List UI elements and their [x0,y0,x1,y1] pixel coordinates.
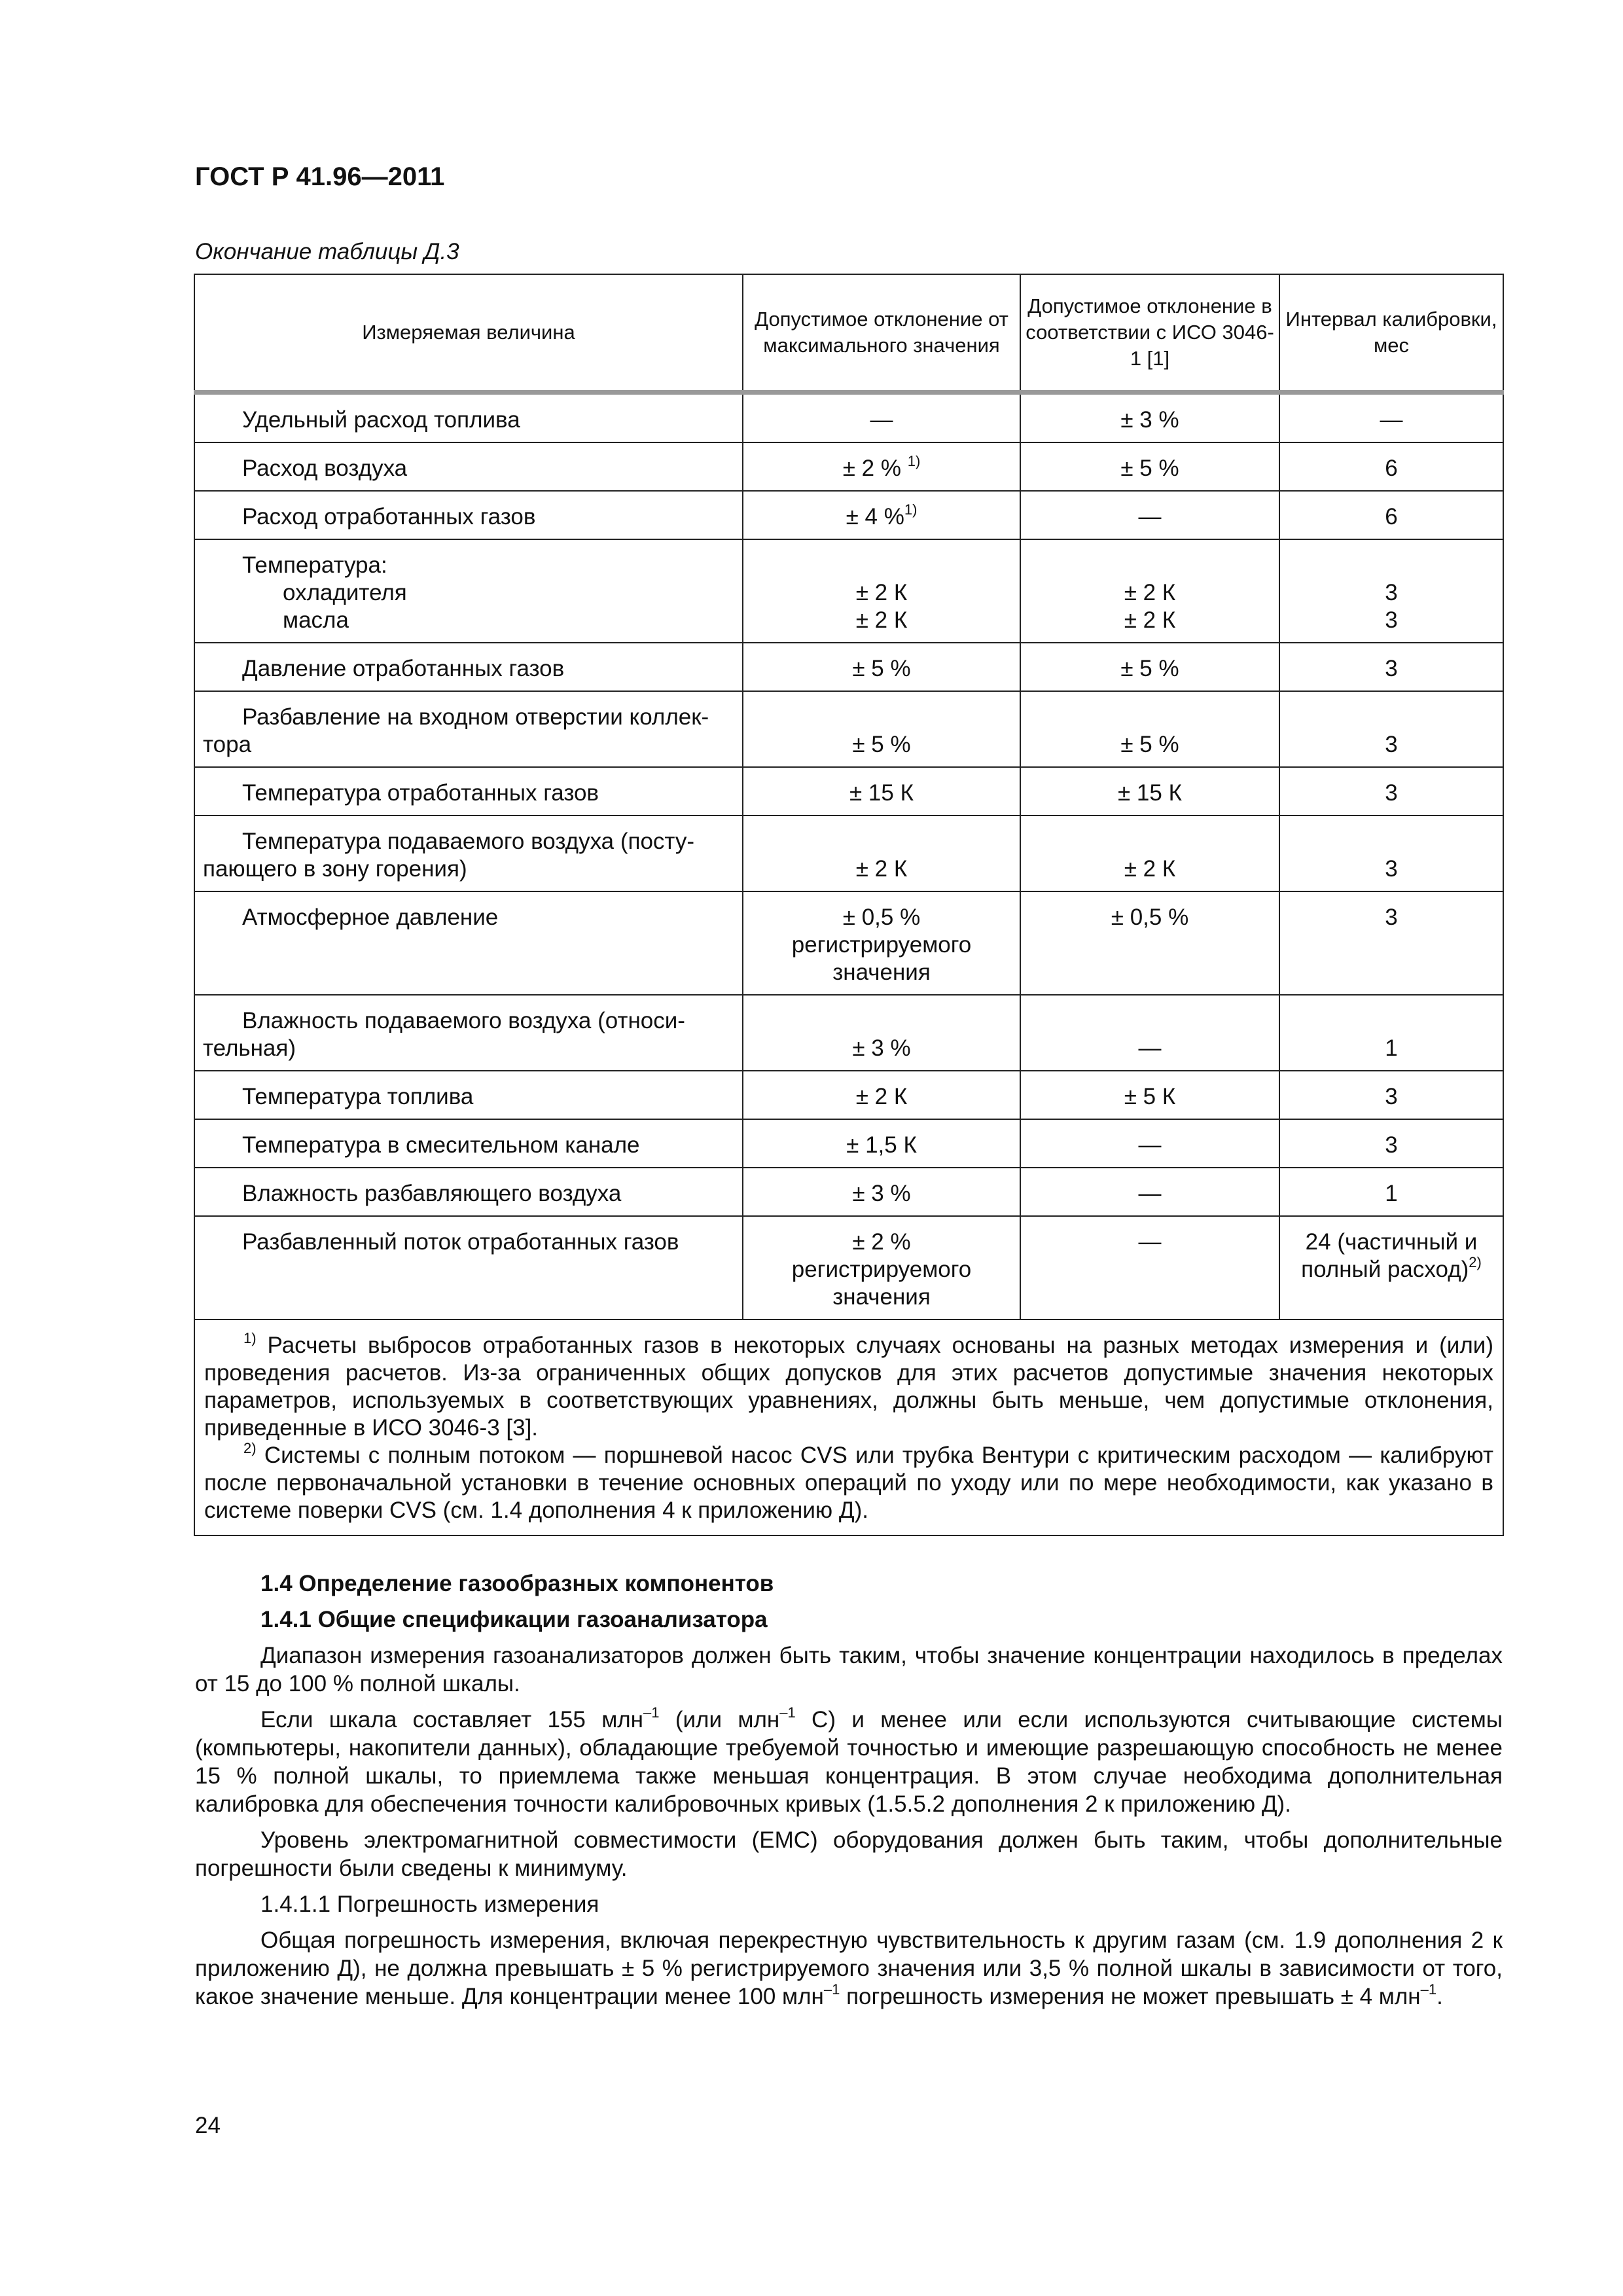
footnote-text: Расчеты выбросов отработанных газов в некоторых случаях основаны на разных методах измерения и (или) проведения расчетов. Из-за ограниченных общих допусков для этих расчетов допустимые значения некоторых параметров, используемых в соответствующих уравнениях, должны быть меньше, чем допустимые отклонения, приведенные в ИСО 3046-3 [3]. [204,1333,1493,1441]
row-iso-deviation: — [1020,1119,1279,1168]
value-line-2: регистрируемого [791,932,972,958]
row-iso-deviation [1020,539,1279,643]
row-calibration: 3 [1279,643,1503,691]
row-quantity: Разбавленный поток отработанных газов [194,1216,743,1319]
column-header-max-deviation: Допустимое отклонение от максимального значения [743,274,1020,393]
paragraph: Диапазон измерения газоанализаторов должен быть таким, чтобы значение концентрации находилось в пределах от 15 до 100 % полной шкалы. [195,1643,1503,1696]
table-row [194,891,1503,995]
row-max-deviation: ± 5 % [743,691,1020,767]
value-coolant: ± 2 К [855,580,908,605]
row-calibration: 6 [1279,491,1503,539]
text-run: С) и менее или если используются считывающие системы (компьютеры, накопители данных), обладающие требуемой точностью и имеющие разрешающую способность не менее 15 % полной шкалы, то приемлема также меньшая концентрация. В этом случае необходима дополнительная калибровка для обеспечения точности калибровочных кривых (1.5.5.2 дополнения 2 к приложению Д). [195,1707,1503,1817]
group-label: Температура: [242,552,387,578]
value-oil: ± 2 К [855,607,908,633]
row-quantity [194,816,743,891]
footnote-2 [204,1442,1493,1524]
row-calibration: 3 [1279,816,1503,891]
column-header-quantity: Измеряемая величина [194,274,743,393]
body-text [195,1570,1503,2018]
row-iso-deviation: — [1020,995,1279,1071]
paragraph [195,1926,1503,2011]
row-quantity: Температура в смесительном канале [194,1119,743,1168]
row-max-deviation [743,442,1020,491]
table-row [194,1216,1503,1319]
value-line-3: значения [832,1284,931,1310]
row-max-deviation: ± 15 К [743,767,1020,816]
value-line-1: ± 0,5 % [842,905,921,930]
value-text: ± 4 % [846,504,904,529]
sub-item-coolant: охладителя [283,580,407,605]
row-max-deviation [743,891,1020,995]
row-max-deviation: ± 1,5 К [743,1119,1020,1168]
row-max-deviation: ± 2 К [743,816,1020,891]
row-iso-deviation: ± 15 К [1020,767,1279,816]
row-iso-deviation: ± 3 % [1020,393,1279,443]
table-row [194,643,1503,691]
row-iso-deviation: ± 5 К [1020,1071,1279,1119]
row-iso-deviation: ± 5 % [1020,643,1279,691]
table-row [194,1119,1503,1168]
value-coolant: ± 2 К [1124,580,1176,605]
row-quantity: Давление отработанных газов [194,643,743,691]
paragraph [195,1706,1503,1818]
row-quantity: Температура топлива [194,1071,743,1119]
row-calibration: 3 [1279,767,1503,816]
row-iso-deviation: ± 2 К [1020,816,1279,891]
name-line-2: пающего в зону горения) [203,856,467,882]
document-header: ГОСТ Р 41.96—2011 [195,162,445,191]
text-run: . [1436,1984,1443,2009]
table-caption: Окончание таблицы Д.3 [195,239,459,264]
row-max-deviation: ± 3 % [743,995,1020,1071]
row-max-deviation [743,491,1020,539]
row-calibration: 3 [1279,691,1503,767]
row-iso-deviation: ± 5 % [1020,442,1279,491]
text-run: Если шкала составляет 155 млн [260,1707,644,1732]
table-row [194,995,1503,1071]
row-quantity: Расход воздуха [194,442,743,491]
row-calibration: 3 [1279,891,1503,995]
row-iso-deviation: — [1020,491,1279,539]
row-calibration [1279,1216,1503,1319]
row-max-deviation: ± 2 К [743,1071,1020,1119]
row-calibration: 3 [1279,1119,1503,1168]
row-calibration: 1 [1279,1168,1503,1216]
row-quantity: Температура отработанных газов [194,767,743,816]
row-quantity: Атмосферное давление [194,891,743,995]
footnote-ref: 1) [904,501,918,518]
name-line-1: Влажность подаваемого воздуха (относи- [242,1008,685,1033]
column-header-iso-deviation: Допустимое отклонение в соответствии с ИСО 3046-1 [1] [1020,274,1279,393]
row-quantity: Влажность разбавляющего воздуха [194,1168,743,1216]
value-text: полный расход) [1301,1257,1469,1282]
section-heading-1-4: 1.4 Определение газообразных компонентов [260,1571,774,1596]
name-line-1: Температура подаваемого воздуха (посту- [242,829,695,854]
footnote-1 [204,1332,1493,1442]
table-row [194,816,1503,891]
row-iso-deviation: ± 0,5 % [1020,891,1279,995]
value-oil: ± 2 К [1124,607,1176,633]
superscript: –1 [1420,1981,1437,1998]
text-run: погрешность измерения не может превышать ± 4 млн [840,1984,1421,2009]
row-quantity [194,995,743,1071]
row-quantity: Удельный расход топлива [194,393,743,443]
row-max-deviation [743,539,1020,643]
name-line-1: Разбавление на входном отверстии коллек- [242,704,709,730]
table-row [194,1168,1503,1216]
value-line-1: ± 2 % [852,1229,911,1255]
page-number: 24 [195,2113,221,2138]
footnote-ref: 1) [907,453,921,470]
row-calibration: 1 [1279,995,1503,1071]
subsection-heading-1-4-1-1: 1.4.1.1 Погрешность измерения [260,1892,599,1917]
row-calibration: 3 [1279,1071,1503,1119]
table-row [194,491,1503,539]
row-iso-deviation: — [1020,1168,1279,1216]
table-row [194,442,1503,491]
table-row [194,393,1503,443]
row-quantity [194,539,743,643]
row-quantity [194,691,743,767]
tolerance-table [194,274,1504,1536]
text-run: Общая погрешность измерения, включая перекрестную чувствительность к другим газам (см. 1.9 дополнения 2 к приложению Д), не должна превышать ± 5 % регистрируемого значения или 3,5 % полной шкалы в зависимости от того, какое значение меньше. Для концентрации менее 100 млн [195,1928,1503,2009]
row-calibration: 6 [1279,442,1503,491]
footnote-mark: 2) [243,1440,257,1457]
row-calibration [1279,539,1503,643]
row-max-deviation: — [743,393,1020,443]
name-line-2: тора [203,732,252,757]
row-iso-deviation: — [1020,1216,1279,1319]
value-line-3: значения [832,960,931,985]
value-text: ± 2 % [842,456,901,481]
footnote-mark: 1) [243,1330,257,1347]
table-header-row [194,274,1503,393]
row-calibration: — [1279,393,1503,443]
text-run: (или млн [659,1707,780,1732]
superscript: –1 [643,1704,660,1721]
row-max-deviation [743,1216,1020,1319]
footnote-ref: 2) [1469,1254,1482,1271]
superscript: –1 [823,1981,840,1998]
column-header-calibration-interval: Интервал калибровки, мес [1279,274,1503,393]
paragraph: Уровень электромагнитной совместимости (EMC) оборудования должен быть таким, чтобы дополнительные погрешности были сведены к минимуму. [195,1827,1503,1881]
table-row [194,767,1503,816]
table-notes-row [194,1319,1503,1535]
value-line-1: 24 (частичный и [1305,1229,1478,1255]
value-line-2: регистрируемого [791,1257,972,1282]
value-coolant: 3 [1385,580,1398,605]
sub-item-oil: масла [283,607,349,633]
row-max-deviation: ± 3 % [743,1168,1020,1216]
row-max-deviation: ± 5 % [743,643,1020,691]
section-heading-1-4-1: 1.4.1 Общие спецификации газоанализатора [260,1607,768,1632]
value-oil: 3 [1385,607,1398,633]
table-row [194,1071,1503,1119]
superscript: –1 [779,1704,796,1721]
name-line-2: тельная) [203,1035,296,1061]
value-line-2 [1280,1256,1503,1283]
row-quantity: Расход отработанных газов [194,491,743,539]
table-notes [194,1319,1503,1535]
row-iso-deviation: ± 5 % [1020,691,1279,767]
table-row [194,691,1503,767]
table-row [194,539,1503,643]
footnote-text: Системы с полным потоком — поршневой насос CVS или трубка Вентури с критическим расходом — калибруют после первоначальной установки в течение основных операций по уходу или по мере необходимости, как указано в системе поверки CVS (см. 1.4 дополнения 4 к приложению Д). [204,1443,1493,1523]
